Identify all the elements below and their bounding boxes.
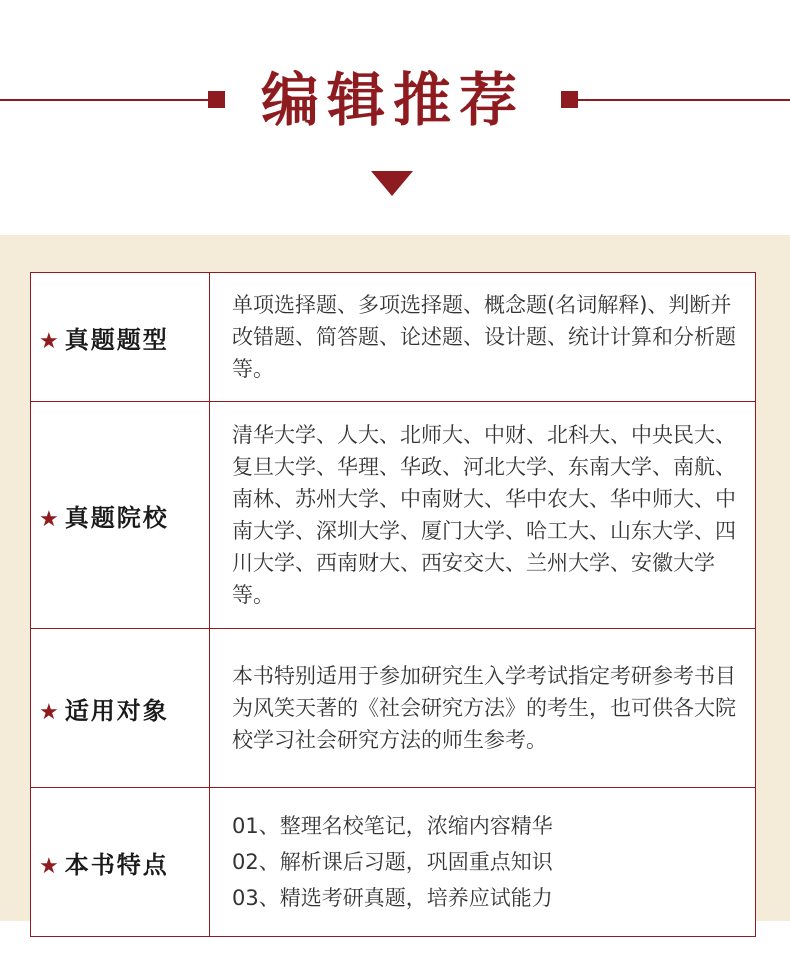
header-line-left bbox=[0, 99, 208, 101]
info-panel bbox=[0, 235, 790, 921]
down-triangle-icon bbox=[371, 171, 413, 196]
row-text: 清华大学、人大、北师大、中财、北科大、中央民大、复旦大学、华理、华政、河北大学、东南大学、南航、南林、苏州大学、中南财大、华中农大、华中师大、中南大学、深圳大学、厦门大学、哈工大、山东大学、四川大学、西南财大、西安交大、兰州大学、安徽大学等。 bbox=[232, 423, 736, 607]
star-icon: ★ bbox=[39, 328, 59, 354]
row-label-text: 适用对象 bbox=[64, 696, 169, 725]
table-row-features bbox=[31, 788, 756, 937]
row-text: 单项选择题、多项选择题、概念题(名词解释)、判断并改错题、简答题、论述题、设计题、统计计算和分析题等。 bbox=[232, 293, 736, 381]
star-icon: ★ bbox=[39, 699, 59, 725]
row-label-text: 真题题型 bbox=[64, 325, 169, 354]
header-line-right bbox=[578, 99, 790, 101]
table-row-schools bbox=[31, 402, 756, 629]
row-text: 本书特别适用于参加研究生入学考试指定考研参考书目为风笑天著的《社会研究方法》的考生，也可供各大院校学习社会研究方法的师生参考。 bbox=[232, 664, 736, 752]
row-label bbox=[31, 788, 210, 937]
row-label bbox=[31, 273, 210, 402]
row-label bbox=[31, 402, 210, 629]
page-title: 编辑推荐 bbox=[260, 66, 525, 134]
star-icon: ★ bbox=[39, 853, 59, 879]
row-content bbox=[210, 402, 756, 629]
row-content bbox=[210, 273, 756, 402]
row-content bbox=[210, 629, 756, 788]
row-content bbox=[210, 788, 756, 937]
feature-item: 01、整理名校笔记，浓缩内容精华 bbox=[232, 814, 553, 838]
table-row-question-types bbox=[31, 273, 756, 402]
feature-item: 03、精选考研真题，培养应试能力 bbox=[232, 886, 553, 910]
info-table bbox=[30, 272, 756, 937]
row-label bbox=[31, 629, 210, 788]
row-label-text: 本书特点 bbox=[64, 850, 169, 879]
header-square-left bbox=[208, 91, 225, 108]
header-square-right bbox=[561, 91, 578, 108]
table-row-audience bbox=[31, 629, 756, 788]
star-icon: ★ bbox=[39, 506, 59, 532]
header bbox=[0, 0, 790, 230]
feature-item: 02、解析课后习题，巩固重点知识 bbox=[232, 850, 553, 874]
row-label-text: 真题院校 bbox=[64, 503, 169, 532]
